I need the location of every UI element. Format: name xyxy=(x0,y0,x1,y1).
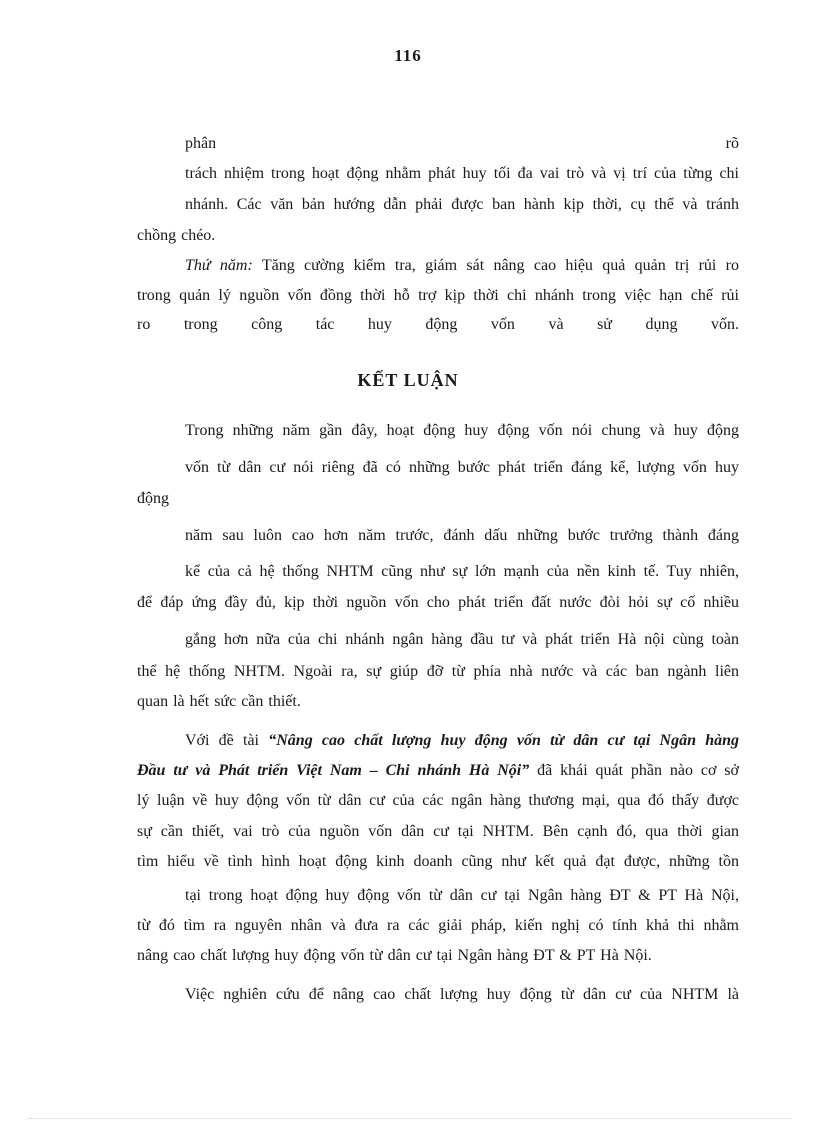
text-line xyxy=(137,761,739,781)
text-fragment: đã khái quát phần nào cơ sở xyxy=(529,762,739,779)
text-line: nâng cao chất lượng huy động vốn từ dân cư tại Ngân hàng ĐT & PT Hà Nội. xyxy=(137,947,652,964)
text-line xyxy=(185,731,739,751)
text-line: sự cần thiết, vai trò của nguồn vốn dân cư tại NHTM. Bên cạnh đó, qua thời gian xyxy=(137,823,739,840)
text-line: năm sau luôn cao hơn năm trước, đánh dấu những bước trưởng thành đáng xyxy=(185,527,739,544)
text-fragment: Tăng cường kiểm tra, giám sát nâng cao hiệu quả quản trị rủi ro xyxy=(252,257,740,274)
text-line: tìm hiểu về tình hình hoạt động kinh doanh cũng như kết quả đạt được, những tồn xyxy=(137,853,739,870)
text-fragment: rõ xyxy=(725,135,739,152)
text-line: động xyxy=(137,490,169,507)
text-line: trách nhiệm trong hoạt động nhằm phát huy tối đa vai trò và vị trí của từng chi xyxy=(185,165,739,182)
text-line: thể hệ thống NHTM. Ngoài ra, sự giúp đỡ từ phía nhà nước và các ban ngành liên xyxy=(137,663,739,680)
text-line: tại trong hoạt động huy động vốn từ dân cư tại Ngân hàng ĐT & PT Hà Nội, xyxy=(185,887,739,904)
text-emphasis: Thứ năm: xyxy=(185,257,253,274)
section-heading: KẾT LUẬN xyxy=(357,370,459,390)
text-emphasis: “Nâng cao chất lượng huy động vốn từ dân cư tại Ngân hàng xyxy=(268,732,739,749)
text-line: nhánh. Các văn bản hướng dẫn phải được ban hành kịp thời, cụ thể và tránh xyxy=(185,196,739,213)
page-bottom-border xyxy=(28,1118,792,1119)
text-line: để đáp ứng đầy đủ, kịp thời nguồn vốn cho phát triển đất nước đòi hỏi sự cố nhiều xyxy=(137,594,739,611)
text-line: kể của cả hệ thống NHTM cũng như sự lớn mạnh của nền kinh tế. Tuy nhiên, xyxy=(185,563,739,580)
text-line: Trong những năm gần đây, hoạt động huy động vốn nói chung và huy động xyxy=(185,422,739,439)
text-line: quan là hết sức cần thiết. xyxy=(137,693,301,710)
text-line: lý luận về huy động vốn từ dân cư của các ngân hàng thương mại, qua đó thấy được xyxy=(137,792,739,809)
text-line: vốn từ dân cư nói riêng đã có những bước phát triển đáng kể, lượng vốn huy xyxy=(185,459,739,476)
page-number: 116 xyxy=(394,46,422,65)
text-emphasis: Đầu tư và Phát triển Việt Nam – Chi nhánh Hà Nội” xyxy=(137,762,530,779)
text-line: trong quản lý nguồn vốn đồng thời hỗ trợ kịp thời chi nhánh trong việc hạn chế rủi xyxy=(137,287,739,304)
text-line: Việc nghiên cứu để nâng cao chất lượng huy động từ dân cư của NHTM là xyxy=(185,986,739,1003)
text-fragment: Với đề tài xyxy=(185,732,269,749)
text-line: chồng chéo. xyxy=(137,227,216,244)
text-fragment: phân xyxy=(185,135,217,152)
text-line: từ đó tìm ra nguyên nhân và đưa ra các giải pháp, kiến nghị có tính khả thi nhằm xyxy=(137,917,739,934)
text-line xyxy=(185,256,739,276)
text-line: ro trong công tác huy động vốn và sử dụng vốn. xyxy=(137,316,739,333)
text-line: gắng hơn nữa của chi nhánh ngân hàng đầu tư và phát triển Hà nội cùng toàn xyxy=(185,631,739,648)
text-line xyxy=(185,134,739,154)
